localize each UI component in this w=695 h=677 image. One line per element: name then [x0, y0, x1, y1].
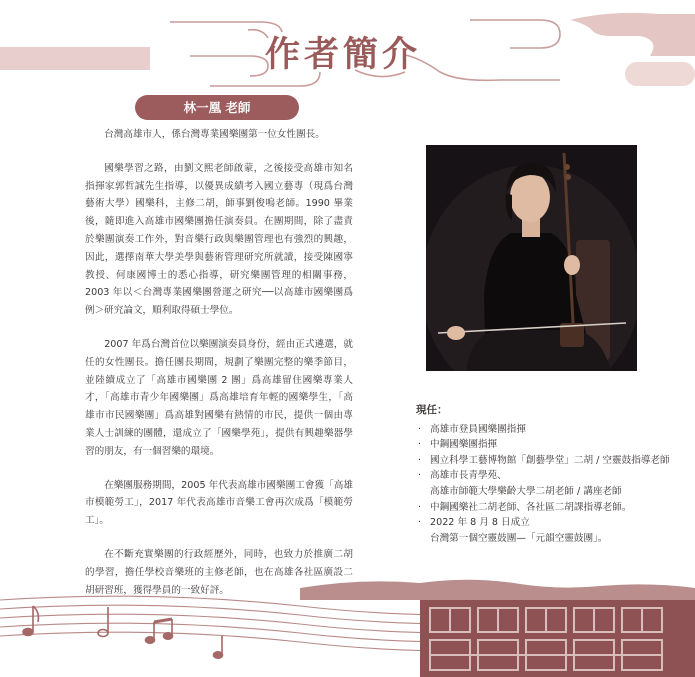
position-text: 高雄市登員國樂團指揮 [430, 423, 526, 435]
position-text: 中鋼國樂團指揮 [430, 439, 498, 451]
list-item [416, 422, 686, 438]
top-right-cloud-small [625, 62, 695, 86]
list-item [416, 500, 686, 516]
list-item [416, 515, 686, 546]
position-text: 高雄市長青學苑、 [430, 470, 507, 482]
page-title: 作者簡介 [265, 34, 422, 75]
lattice-window [300, 580, 695, 677]
erhu-player-portrait [426, 145, 637, 371]
author-photo [426, 145, 637, 371]
position-text-continued: 台灣第一個空靈鼓團—「元韻空靈鼓團」。 [430, 532, 608, 544]
bio-paragraph: 國樂學習之路，由劉文熙老師啟蒙，之後接受高雄市知名指揮家郭哲誠先生指導，以優異成績考入國立藝專（現爲台灣藝術大學）國樂科，主修二胡，師事劉俊鳴老師。1990 畢業後，隨即進入高雄市國樂團擔任演奏員。在團期間，除了盡責於樂團演奏工作外，對音樂行政與樂團管理也有強烈的興趣，因此，選擇南華大學美學與藝術管理研究所就讀，接受陳國寧教授、何康國博士的悉心指導，研究樂團管理的相關事務，2003 年以＜台灣專業國樂團營運之研究──以高雄市國樂團爲例＞研究論文，順利取得碩士學位。 [85, 162, 353, 317]
list-item [416, 437, 686, 453]
top-left-ribbon [0, 47, 150, 70]
bio-paragraph: 在不斷充實樂團的行政經歷外，同時，也致力於推廣二胡的學習，擔任學校音樂班的主修老師，也在高雄各社區廣設二胡研習班，獲得學員的一致好評。 [85, 548, 353, 596]
biography-text [85, 126, 353, 615]
position-text: 2022 年 8 月 8 日成立 [430, 517, 530, 529]
bio-paragraph: 2007 年爲台灣首位以樂團演奏員身份，經由正式遴選，就任的女性團長。擔任團長期間，規劃了樂團完整的樂季節目，並陸續成立了「高雄市國樂團 2 團」爲高雄留住國樂專業人才，「高雄市青少年國樂團」爲高雄培育年輕的國樂學生，「高雄市市民國樂團」爲高雄對國樂有熱情的市民，提供一個由專業人士訓練的團體，還成立了「國樂學苑」，提供有興趣樂器學習的朋友，有一個習樂的環境。 [85, 338, 353, 457]
author-name-badge: 林一凰 老師 [135, 95, 299, 120]
top-right-cloud [570, 13, 695, 56]
list-item [416, 453, 686, 469]
current-positions [416, 403, 686, 546]
position-text: 中鋼國樂社二胡老師、各社區二胡課指導老師。 [430, 501, 632, 513]
title-cloud-right [405, 20, 560, 80]
positions-list [416, 422, 686, 547]
position-text: 國立科學工藝博物館「創藝學堂」二胡 / 空靈鼓指導老師 [430, 454, 670, 466]
list-item [416, 468, 686, 499]
position-text-continued: 高雄市師範大學樂齡大學二胡老師 / 講座老師 [430, 485, 622, 497]
current-positions-heading: 現任： [416, 404, 448, 416]
bio-paragraph: 在樂團服務期間，2005 年代表高雄市國樂團工會獲「高雄市模範勞工」，2017 年代表高雄市音樂工會再次成爲「模範勞工」。 [85, 479, 353, 527]
bio-paragraph: 台灣高雄市人，係台灣專業國樂團第一位女性團長。 [104, 129, 325, 140]
